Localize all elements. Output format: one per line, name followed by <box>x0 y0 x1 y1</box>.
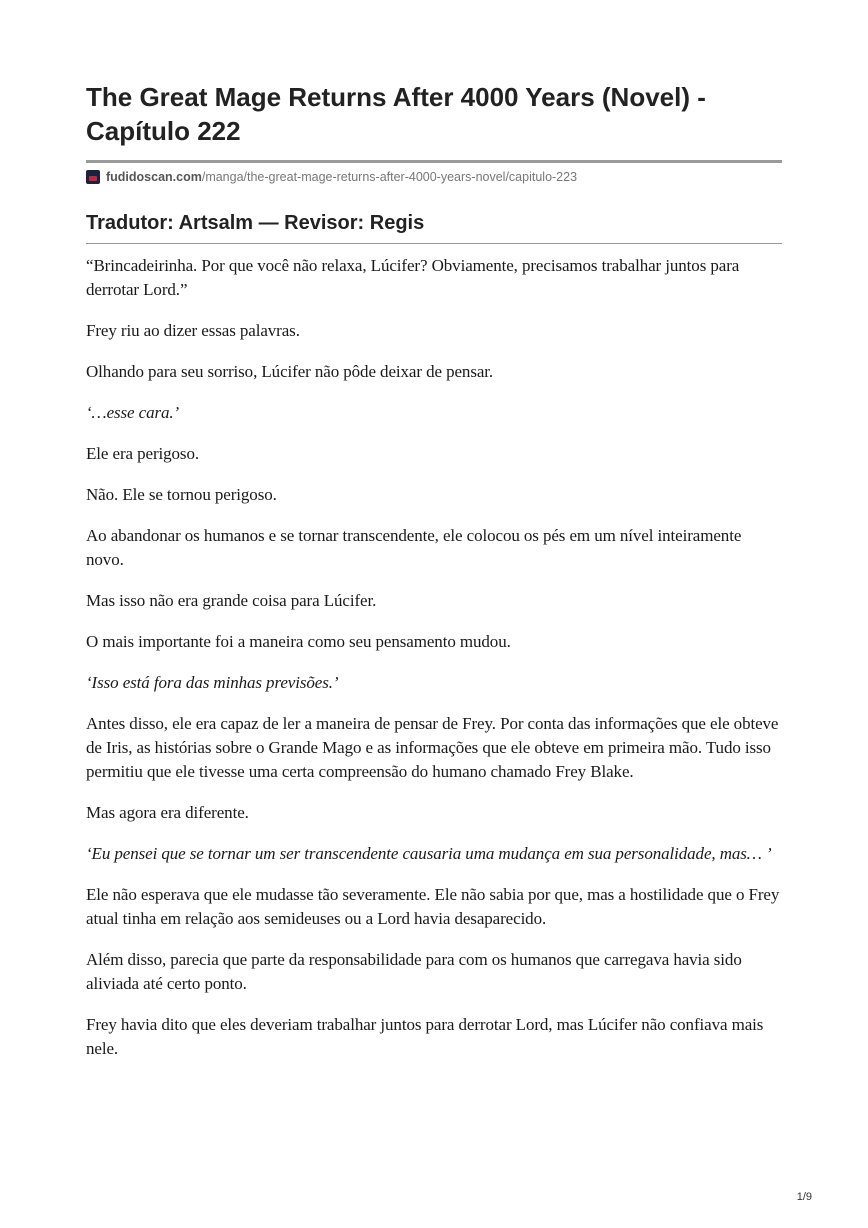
paragraph: Frey havia dito que eles deveriam trabalhar juntos para derrotar Lord, mas Lúcifer não confiava mais nele. <box>86 1015 764 1058</box>
site-favicon-icon <box>86 170 100 184</box>
paragraph: Olhando para seu sorriso, Lúcifer não pôde deixar de pensar. <box>86 362 494 381</box>
source-path[interactable]: /manga/the-great-mage-returns-after-4000-years-novel/capitulo-223 <box>201 170 578 184</box>
paragraph: Ele não esperava que ele mudasse tão severamente. Ele não sabia por que, mas a hostilidade que o Frey atual tinha em relação aos semideuses ou a Lord havia desaparecido. <box>86 885 780 928</box>
source-link[interactable] <box>86 170 782 184</box>
credits-heading: Tradutor: Artsalm — Revisor: Regis <box>86 212 425 234</box>
page-number: 1/9 <box>796 1191 812 1203</box>
paragraph: Antes disso, ele era capaz de ler a maneira de pensar de Frey. Por conta das informações que ele obteve de Iris, as histórias sobre o Grande Mago e as informações que ele obteve em primeira mão. Tudo isso permitiu que ele tivesse uma certa compreensão do humano chamado Frey Blake. <box>86 714 779 781</box>
heading-divider <box>86 243 782 244</box>
paragraph: Não. Ele se tornou perigoso. <box>86 485 277 504</box>
paragraph-thought: ‘…esse cara.’ <box>86 403 180 422</box>
paragraph-thought: ‘Isso está fora das minhas previsões.’ <box>86 673 339 692</box>
paragraph-thought: ‘Eu pensei que se tornar um ser transcendente causaria uma mudança em sua personalidade, mas… ’ <box>86 844 772 863</box>
paragraph: Mas isso não era grande coisa para Lúcifer. <box>86 591 377 610</box>
paragraph: Além disso, parecia que parte da responsabilidade para com os humanos que carregava havia sido aliviada até certo ponto. <box>86 950 742 993</box>
page-title: The Great Mage Returns After 4000 Years (Novel) - Capítulo 222 <box>86 82 706 146</box>
paragraph: Frey riu ao dizer essas palavras. <box>86 321 300 340</box>
paragraph: Ao abandonar os humanos e se tornar transcendente, ele colocou os pés em um nível inteiramente novo. <box>86 526 742 569</box>
document-page <box>86 80 782 1078</box>
paragraph: O mais importante foi a maneira como seu pensamento mudou. <box>86 632 511 651</box>
paragraph: Ele era perigoso. <box>86 444 200 463</box>
title-divider <box>86 160 782 163</box>
paragraph: Mas agora era diferente. <box>86 803 249 822</box>
source-domain[interactable]: fudidoscan.com <box>106 170 202 184</box>
paragraph: “Brincadeirinha. Por que você não relaxa, Lúcifer? Obviamente, precisamos trabalhar juntos para derrotar Lord.” <box>86 256 740 299</box>
chapter-text <box>86 254 782 1061</box>
